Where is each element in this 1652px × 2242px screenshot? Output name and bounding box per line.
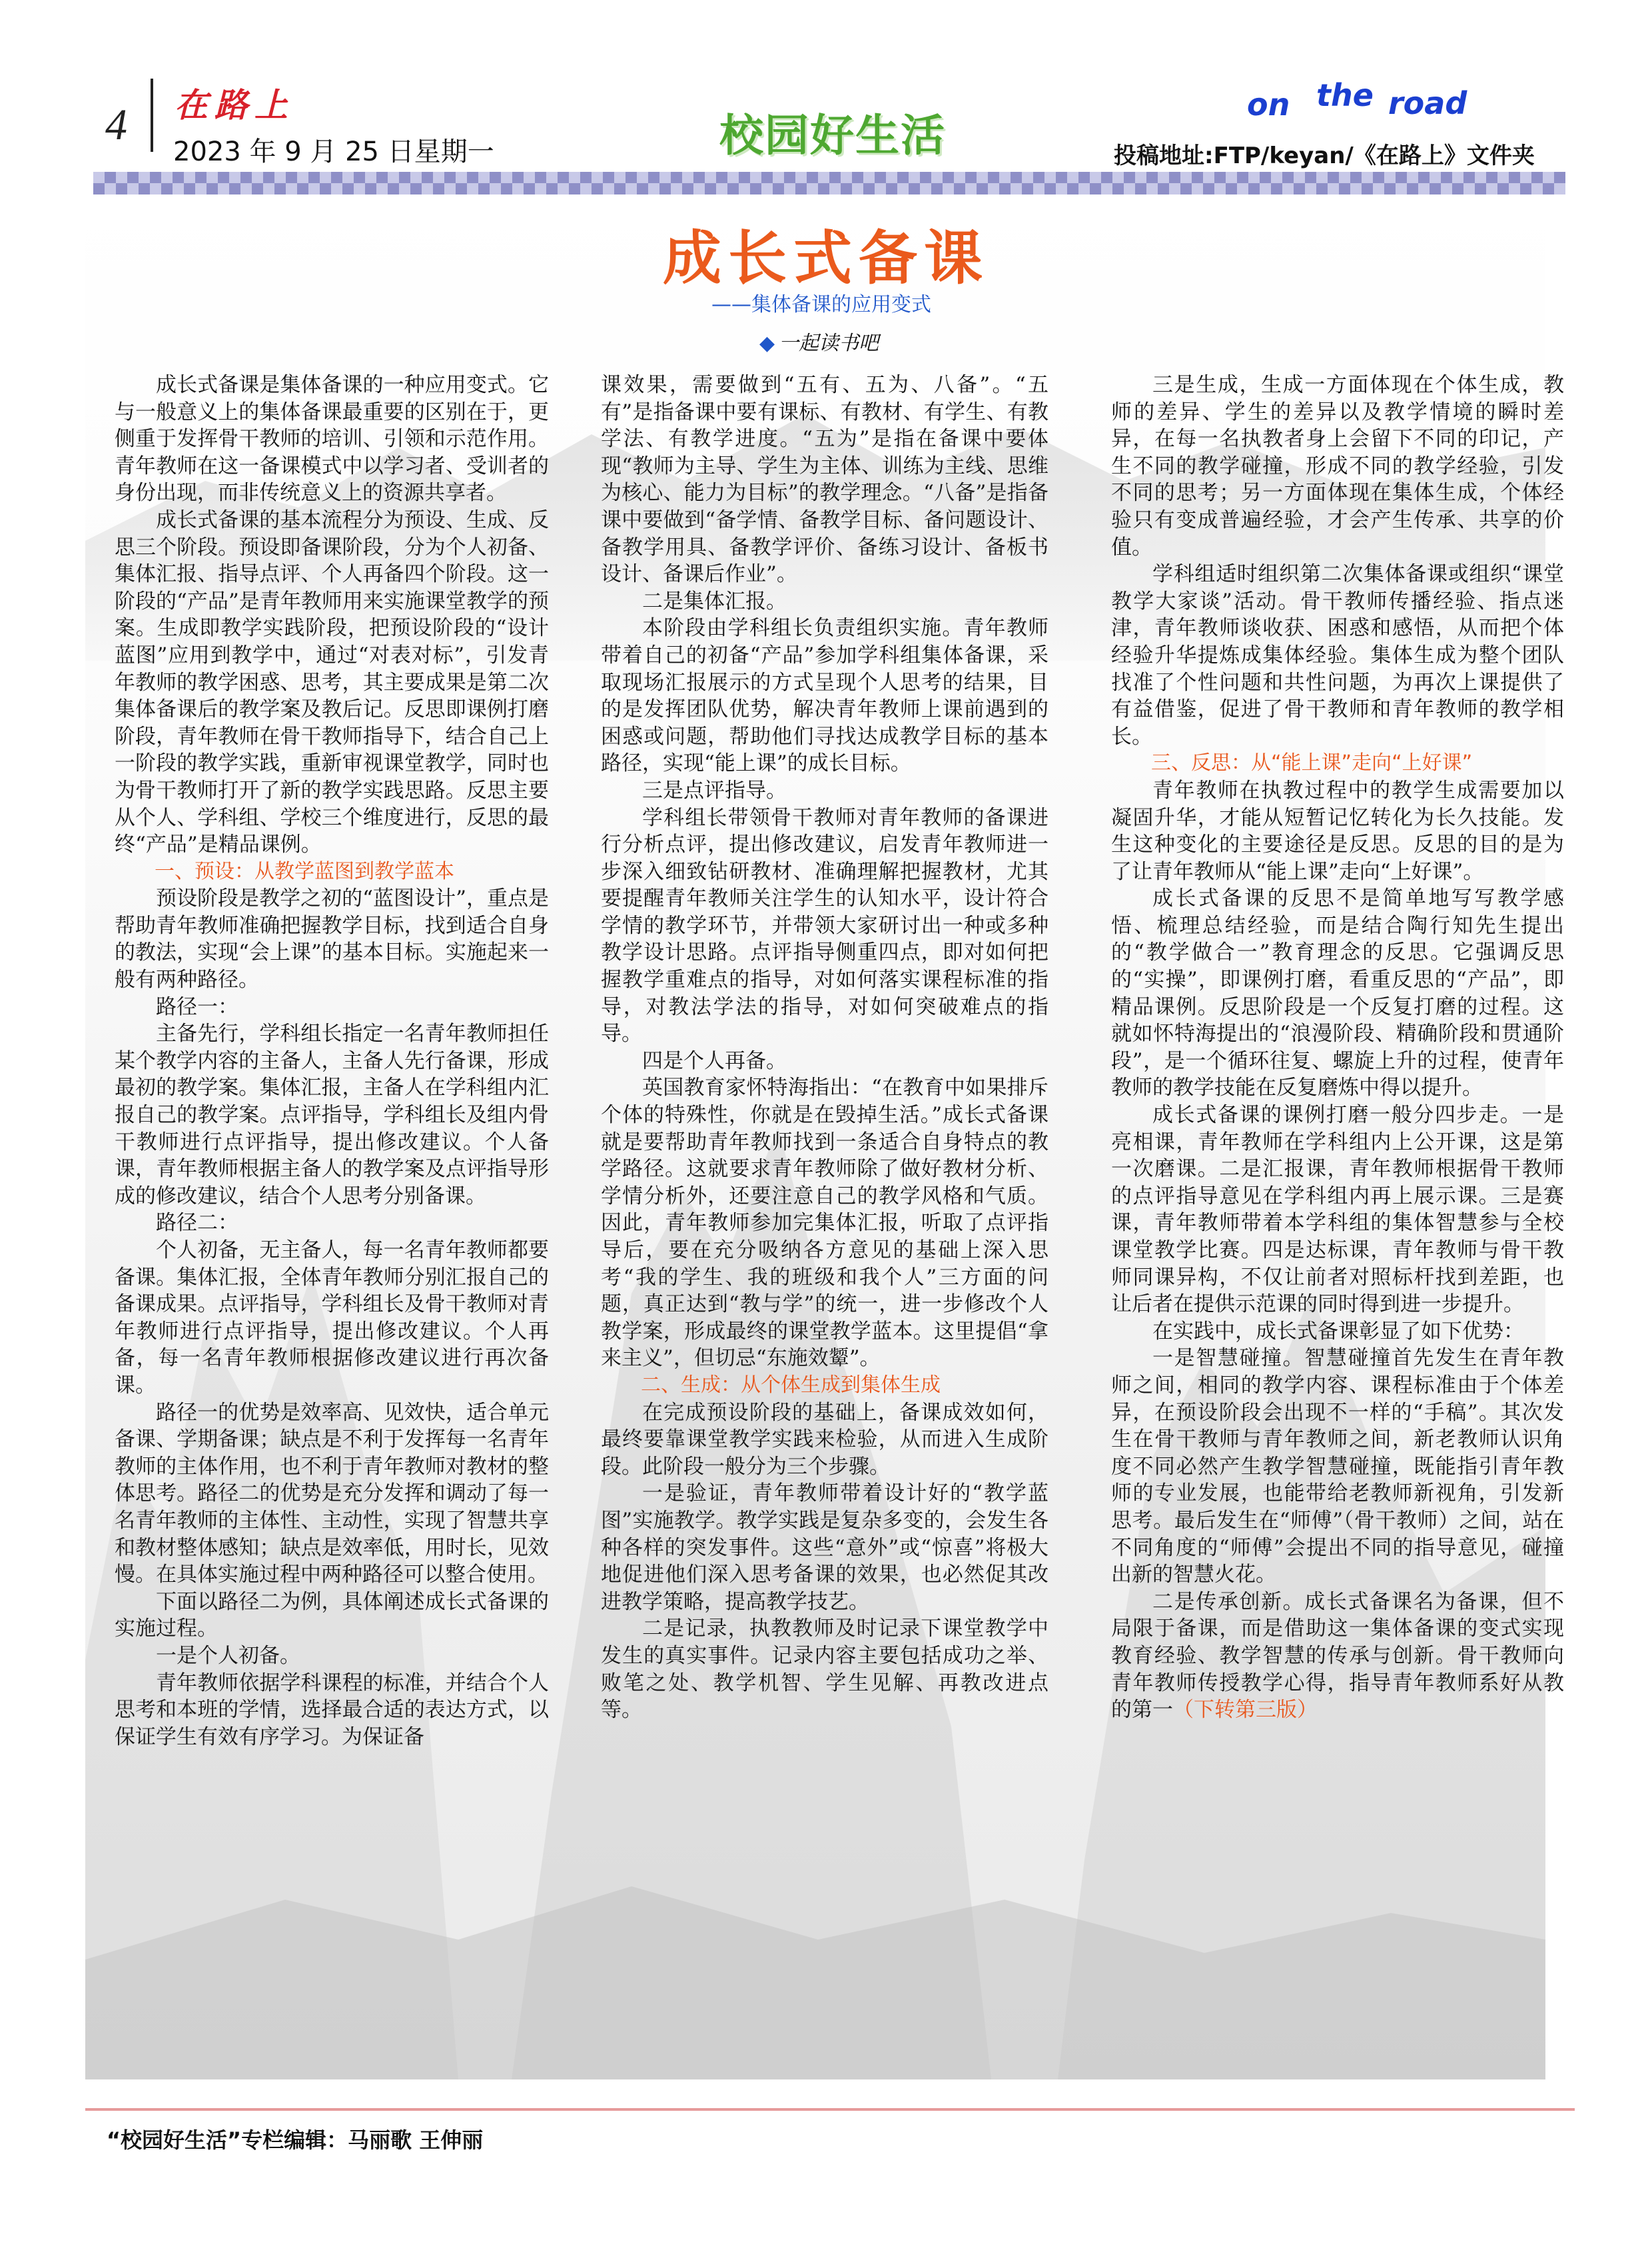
- road-word-2: the: [1316, 77, 1374, 113]
- paragraph: [601, 1048, 1048, 1075]
- paragraph-text: 二、生成：从个体生成到集体生成: [641, 1373, 941, 1397]
- paragraph-text: 英国教育家怀特海指出：“在教育中如果排斥个体的特殊性，你就是在毁掉生活。”成长式备课就是要帮助青年教师找到一条适合自身特点的教学路径。这就要求青年教师除了做好教材分析、学情分析外，还要注意自己的教学风格和气质。因此，青年教师参加完集体汇报，听取了点评指导后，要在充分吸纳各方意见的基础上深入思考“我的学生、我的班级和我个人”三方面的问题，真正达到“教与学”的统一，进一步修改个人教学案，形成最终的课堂教学蓝本。这里提倡“拿来主义”，但切忌“东施效颦”。: [601, 1076, 1048, 1371]
- paragraph: [601, 615, 1048, 777]
- paragraph-text: 路径二：: [156, 1211, 238, 1236]
- paragraph: [115, 1643, 549, 1670]
- paragraph: [1111, 561, 1564, 750]
- on-the-road-logo: [1247, 75, 1467, 121]
- paragraph: [601, 1074, 1048, 1372]
- checker-band: [93, 172, 1565, 194]
- paragraph: [115, 1670, 549, 1751]
- footer-rule: [85, 2108, 1575, 2111]
- paragraph: [601, 1480, 1048, 1615]
- paragraph-text: 三是点评指导。: [642, 778, 787, 803]
- continued-notice: （下转第三版）: [1173, 1698, 1318, 1722]
- article-subtitle: ——集体备课的应用变式: [711, 293, 931, 316]
- paragraph-text: 路径一：: [156, 994, 238, 1019]
- paragraph-text: 路径一的优势是效率高、见效快，适合单元备课、学期备课；缺点是不利于发挥每一名青年教师的主体作用，也不利于青年教师对教材的整体思考。路径二的优势是充分发挥和调动了每一名青年教师的主体性、主动性，实现了智慧共享和教材整体感知；缺点是效率低，用时长，见效慢。在具体实施过程中两种路径可以整合使用。: [115, 1400, 549, 1587]
- paragraph-text: 在完成预设阶段的基础上，备课成效如何，最终要靠课堂教学实践来检验，从而进入生成阶段。此阶段一般分为三个步骤。: [601, 1400, 1048, 1479]
- paragraph-text: 成长式备课的课例打磨一般分四步走。一是亮相课，青年教师在学科组内上公开课，这是第一次磨课。二是汇报课，青年教师根据骨干教师的点评指导意见在学科组内再上展示课。三是赛课，青年教师带着本学科组的集体智慧参与全校课堂教学比赛。四是达标课，青年教师与骨干教师同课异构，不仅让前者对照标杆找到差距，也让后者在提供示范课的同时得到进一步提升。: [1111, 1103, 1564, 1317]
- byline-author: 一起读书吧: [779, 332, 879, 355]
- paragraph-text: 二是集体汇报。: [642, 589, 787, 613]
- paragraph: [1111, 885, 1564, 1102]
- diamond-icon: ◆: [759, 332, 775, 355]
- paragraph-text: 三、反思：从“能上课”走向“上好课”: [1151, 751, 1473, 775]
- paragraph-text: 四是个人再备。: [642, 1048, 787, 1073]
- paragraph: [115, 1237, 549, 1399]
- paragraph: [115, 994, 549, 1021]
- paragraph: [1111, 777, 1564, 885]
- section-heading: [115, 859, 549, 886]
- submission-address: 投稿地址:FTP/keyan/《在路上》文件夹: [1114, 143, 1535, 169]
- paragraph: [115, 885, 549, 993]
- paragraph-text: 学科组适时组织第二次集体备课或组织“课堂教学大家谈”活动。骨干教师传播经验、指点迷津，青年教师谈收获、困惑和感悟，从而把个体经验升华提炼成集体经验。集体生成为整个团队找准了个性问题和共性问题，为再次上课提供了有益借鉴，促进了骨干教师和青年教师的教学相长。: [1111, 562, 1564, 749]
- paragraph-text: 一是智慧碰撞。智慧碰撞首先发生在青年教师之间，相同的教学内容、课程标准由于个体差异，在预设阶段会出现不一样的“手稿”。其次发生在骨干教师与青年教师之间，新老教师认识角度不同必然产生教学智慧碰撞，既能指引青年教师的专业发展，也能带给老教师新视角，引发新思考。最后发生在“师傅”（骨干教师）之间，站在不同角度的“师傅”会提出不同的指导意见，碰撞出新的智慧火花。: [1111, 1346, 1564, 1587]
- article-column-2: [601, 372, 1048, 1724]
- paragraph: [115, 1589, 549, 1643]
- paragraph: [601, 372, 1048, 588]
- paragraph: [115, 1210, 549, 1237]
- paragraph-text: 一是个人初备。: [156, 1643, 300, 1668]
- paragraph: [601, 588, 1048, 615]
- article-column-1: [115, 372, 549, 1750]
- article-title: 成长式备课: [662, 224, 989, 292]
- paragraph: [1111, 1318, 1564, 1345]
- paragraph-text: 学科组长带领骨干教师对青年教师的备课进行分析点评，提出修改建议，启发青年教师进一步深入细致钻研教材、准确理解把握教材，尤其要提醒青年教师关注学生的认知水平，设计符合学情的教学环节，并带领大家研讨出一种或多种教学设计思路。点评指导侧重四点，即对如何把握教学重难点的指导，对如何落实课程标准的指导，对教法学法的指导，对如何突破难点的指导。: [601, 805, 1048, 1046]
- paragraph: [1111, 1589, 1564, 1724]
- paragraph-text: 一、预设：从教学蓝图到教学蓝本: [155, 859, 454, 883]
- road-word-1: on: [1247, 87, 1290, 123]
- paragraph-text: 二是记录，执教教师及时记录下课堂教学中发生的真实事件。记录内容主要包括成功之举、败笔之处、教学机智、学生见解、再教改进点等。: [601, 1617, 1048, 1722]
- paragraph-text: 青年教师在执教过程中的教学生成需要加以凝固升华，才能从短暂记忆转化为长久技能。发生这种变化的主要途径是反思。反思的目的是为了让青年教师从“能上课”走向“上好课”。: [1111, 778, 1564, 884]
- paragraph: [601, 805, 1048, 1048]
- paragraph: [115, 372, 549, 507]
- paragraph-text: 本阶段由学科组长负责组织实施。青年教师带着自己的初备“产品”参加学科组集体备课，采取现场汇报展示的方式呈现个人思考的结果，目的是发挥团队优势，解决青年教师上课前遇到的困惑或问题，帮助他们寻找达成教学目标的基本路径，实现“能上课”的成长目标。: [601, 616, 1048, 776]
- paragraph: [115, 507, 549, 859]
- column-title: 校园好生活: [719, 110, 946, 161]
- paragraph-text: 三是生成，生成一方面体现在个体生成，教师的差异、学生的差异以及教学情境的瞬时差异，在每一名执教者身上会留下不同的印记，产生不同的教学碰撞，形成不同的教学经验，引发不同的思考；另一方面体现在集体生成，个体经验只有变成普遍经验，才会产生传承、共享的价值。: [1111, 373, 1564, 560]
- paragraph: [1111, 1102, 1564, 1318]
- footer-editors: “校园好生活”专栏编辑：马丽歌 王伸丽: [107, 2127, 484, 2153]
- paragraph-text: 青年教师依据学科课程的标准，并结合个人思考和本班的学情，选择最合适的表达方式，以保证学生有效有序学习。为保证备: [115, 1671, 549, 1749]
- paragraph-text: 成长式备课是集体备课的一种应用变式。它与一般意义上的集体备课最重要的区别在于，更侧重于发挥骨干教师的培训、引领和示范作用。青年教师在这一备课模式中以学习者、受训者的身份出现，而非传统意义上的资源共享者。: [115, 373, 549, 506]
- paragraph-text: 成长式备课的基本流程分为预设、生成、反思三个阶段。预设即备课阶段，分为个人初备、集体汇报、指导点评、个人再备四个阶段。这一阶段的“产品”是青年教师用来实施课堂教学的预案。生成即教学实践阶段，把预设阶段的“设计蓝图”应用到教学中，通过“对表对标”，引发青年教师的教学困惑、思考，其主要成果是第二次集体备课后的教学案及教后记。反思即课例打磨阶段，青年教师在骨干教师指导下，结合自己上一阶段的教学实践，重新审视课堂教学，同时也为骨干教师打开了新的教学实践思路。反思主要从个人、学科组、学校三个维度进行，反思的最终“产品”是精品课例。: [115, 508, 549, 857]
- paragraph: [1111, 1345, 1564, 1588]
- paragraph: [115, 1399, 549, 1589]
- header-divider: [151, 79, 153, 152]
- page-number: 4: [105, 101, 127, 149]
- article-column-3: [1111, 372, 1564, 1724]
- masthead-logo: 在路上: [175, 85, 294, 125]
- paragraph-text: 课效果，需要做到“五有、五为、八备”。“五有”是指备课中要有课标、有教材、有学生、有教学法、有教学进度。“五为”是指在备课中要体现“教师为主导、学生为主体、训练为主线、思维为核心、能力为目标”的教学理念。“八备”是指备课中要做到“备学情、备教学目标、备问题设计、备教学用具、备教学评价、备练习设计、备板书设计、备课后作业”。: [601, 373, 1048, 587]
- paragraph-text: 预设阶段是教学之初的“蓝图设计”，重点是帮助青年教师准确把握教学目标，找到适合自身的教法，实现“会上课”的基本目标。实施起来一般有两种路径。: [115, 887, 549, 992]
- road-word-3: road: [1388, 85, 1467, 121]
- section-heading: [601, 1372, 1048, 1399]
- paragraph: [601, 1615, 1048, 1723]
- byline: [759, 326, 879, 356]
- paragraph-text: 主备先行，学科组长指定一名青年教师担任某个教学内容的主备人，主备人先行备课，形成最初的教学案。集体汇报，主备人在学科组内汇报自己的教学案。点评指导，学科组长及组内骨干教师进行点评指导，提出修改建议。个人备课，青年教师根据主备人的教学案及点评指导形成的修改建议，结合个人思考分别备课。: [115, 1022, 549, 1208]
- paragraph-text: 个人初备，无主备人，每一名青年教师都要备课。集体汇报，全体青年教师分别汇报自己的备课成果。点评指导，学科组长及骨干教师对青年教师进行点评指导，提出修改建议。个人再备，每一名青年教师根据修改建议进行再次备课。: [115, 1238, 549, 1397]
- paragraph: [601, 1399, 1048, 1481]
- paragraph: [1111, 372, 1564, 561]
- paragraph-text: 成长式备课的反思不是简单地写写教学感悟、梳理总结经验，而是结合陶行知先生提出的“教学做合一”教育理念的反思。它强调反思的“实操”，即课例打磨，看重反思的“产品”，即精品课例。反思阶段是一个反复打磨的过程。这就如怀特海提出的“浪漫阶段、精确阶段和贯通阶段”，是一个循环往复、螺旋上升的过程，使青年教师的教学技能在反复磨炼中得以提升。: [1111, 887, 1564, 1100]
- paragraph-text: 二是传承创新。成长式备课名为备课，但不局限于备课，而是借助这一集体备课的变式实现教育经验、教学智慧的传承与创新。骨干教师向青年教师传授教学心得，指导青年教师系好从教的第一: [1111, 1589, 1564, 1722]
- section-heading: [1111, 750, 1564, 777]
- paragraph: [601, 777, 1048, 805]
- paragraph: [115, 1020, 549, 1210]
- paragraph-text: 一是验证，青年教师带着设计好的“教学蓝图”实施教学。教学实践是复杂多变的，会发生各种各样的突发事件。这些“意外”或“惊喜”将极大地促进他们深入思考备课的效果，也必然促其改进教学策略，提高教学技艺。: [601, 1481, 1048, 1614]
- issue-date: 2023 年 9 月 25 日星期一: [173, 137, 494, 167]
- paragraph-text: 下面以路径二为例，具体阐述成长式备课的实施过程。: [115, 1589, 549, 1641]
- paragraph-text: 在实践中，成长式备课彰显了如下优势：: [1152, 1319, 1524, 1343]
